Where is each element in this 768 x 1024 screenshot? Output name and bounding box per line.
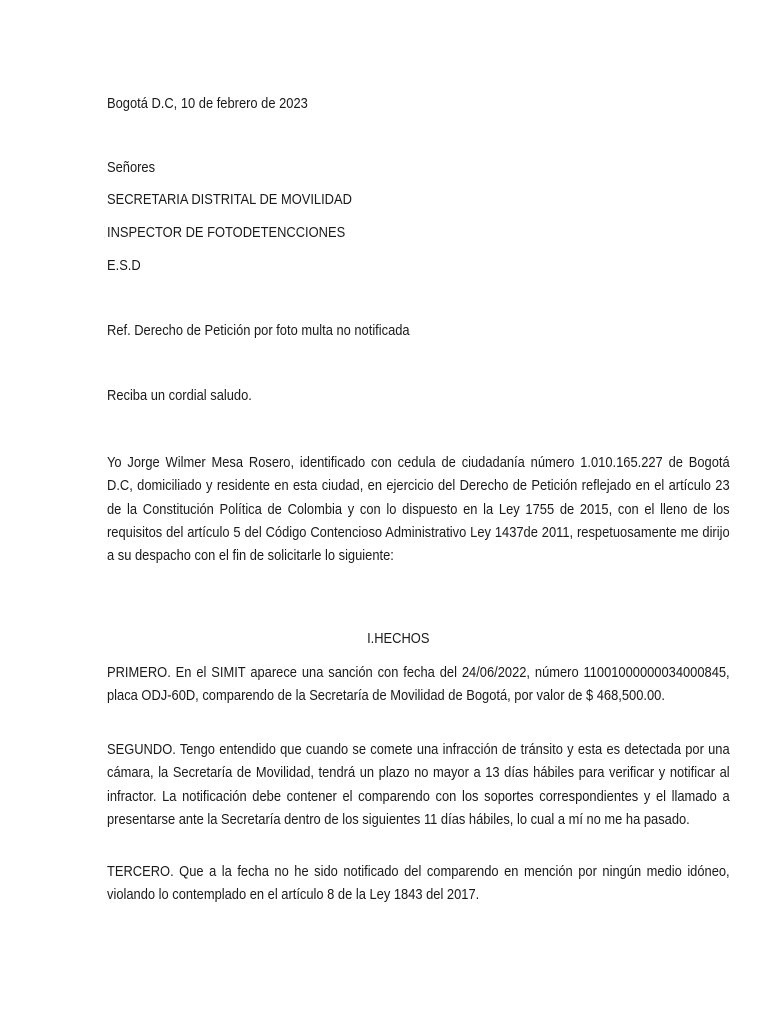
section-title-text: I.HECHOS xyxy=(366,630,430,647)
recipient-esd: E.S.D xyxy=(107,257,141,274)
intro-paragraph xyxy=(107,451,730,567)
greeting: Reciba un cordial saludo. xyxy=(107,387,252,404)
fact-primero-text: PRIMERO. En el SIMIT aparece una sanción con fecha del 24/06/2022, número 11001000000034000845, placa ODJ-60D, comparendo de la Secretaría de Movilidad de Bogotá, por valor de $ 468,500.00. xyxy=(107,664,730,705)
fact-segundo xyxy=(107,738,730,831)
place-date: Bogotá D.C, 10 de febrero de 2023 xyxy=(107,95,308,112)
section-title xyxy=(0,628,768,650)
fact-segundo-text: SEGUNDO. Tengo entendido que cuando se comete una infracción de tránsito y esta es detectada por una cámara, la Secretaría de Movilidad, tendrá un plazo no mayor a 13 días hábiles para verificar y notificar al infractor. La notificación debe contener el comparendo con los soportes correspondientes y el llamado a presentarse ante la Secretaría dentro de los siguientes 11 días hábiles, lo cual a mí no me ha pasado. xyxy=(107,741,730,828)
reference-line: Ref. Derecho de Petición por foto multa no notificada xyxy=(107,322,410,339)
recipient-office: INSPECTOR DE FOTODETENCCIONES xyxy=(107,224,346,241)
recipient-organization: SECRETARIA DISTRITAL DE MOVILIDAD xyxy=(107,191,352,208)
recipient-salutation: Señores xyxy=(107,159,156,176)
fact-primero xyxy=(107,661,730,708)
intro-text: Yo Jorge Wilmer Mesa Rosero, identificado con cedula de ciudadanía número 1.010.165.227 de Bogotá D.C, domiciliado y residente en esta ciudad, en ejercicio del Derecho de Petición reflejado en el artículo 23 de la Constitución Política de Colombia y con lo dispuesto en la Ley 1755 de 2015, con el lleno de los requisitos del artículo 5 del Código Contencioso Administrativo Ley 1437de 2011, respetuosamente me dirijo a su despacho con el fin de solicitarle lo siguiente: xyxy=(107,454,730,565)
fact-tercero-text: TERCERO. Que a la fecha no he sido notificado del comparendo en mención por ningún medio idóneo, violando lo contemplado en el artículo 8 de la Ley 1843 del 2017. xyxy=(107,863,730,904)
fact-tercero xyxy=(107,860,730,907)
